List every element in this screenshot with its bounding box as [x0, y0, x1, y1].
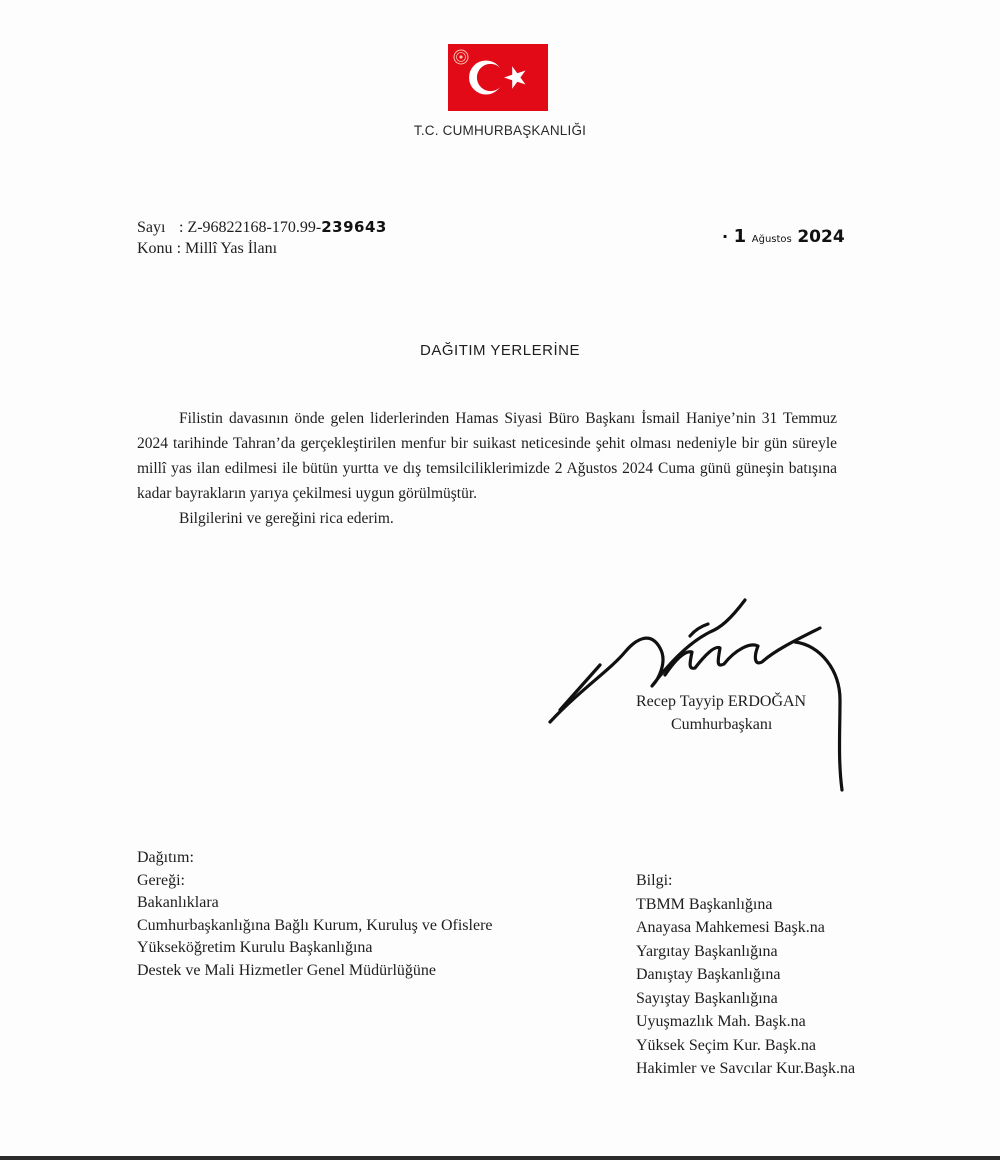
sayi-colon: :: [175, 219, 188, 236]
distribution-block: [137, 847, 493, 982]
bilgi-item: Yargıtay Başkanlığına: [636, 942, 778, 960]
bilgi-item: Anayasa Mahkemesi Başk.na: [636, 919, 825, 936]
konu-colon: :: [176, 240, 186, 257]
date-day: 1: [733, 226, 747, 247]
reference-number-line: [137, 216, 387, 239]
date-stamp: [722, 226, 845, 247]
konu-value: Millî Yas İlanı: [185, 240, 278, 257]
sayi-prefix: Z-96822168-170.99-: [187, 219, 322, 236]
page-bottom-edge: [0, 1156, 1000, 1160]
bilgi-item: Sayıştay Başkanlığına: [636, 989, 778, 1007]
signatory-title: Cumhurbaşkanı: [671, 716, 773, 733]
date-dash: ·: [722, 227, 729, 246]
closing-line: Bilgilerini ve gereğini rica ederim.: [179, 510, 394, 527]
sayi-label: Sayı: [137, 219, 166, 236]
distribution-label: Dağıtım:: [137, 849, 194, 866]
geregi-item: Destek ve Mali Hizmetler Genel Müdürlüğüne: [137, 961, 437, 979]
body-paragraph: Filistin davasının önde gelen liderlerinden Hamas Siyasi Büro Başkanı İsmail Haniye’nin 31 Temmuz 2024 tarihinde Tahran’da gerçekleştirilen menfur bir suikast neticesinde şehit olması nedeniyle bir gün süreyle millî yas ilan edilmesi ile bütün yurtta ve dış temsilciliklerimizde 2 Ağustos 2024 Cuma günü güneşin batışına kadar bayrakların yarıya çekilmesi uygun görülmüştür.: [137, 410, 837, 502]
turkish-flag-icon: [448, 44, 548, 111]
bilgi-item: TBMM Başkanlığına: [636, 895, 773, 913]
subject-line: [137, 238, 277, 260]
addressee-heading: DAĞITIM YERLERİNE: [420, 342, 580, 359]
date-month: Ağustos: [751, 234, 792, 245]
institution-title: T.C. CUMHURBAŞKANLIĞI: [413, 123, 587, 138]
bilgi-item: Danıştay Başkanlığına: [636, 966, 781, 983]
geregi-item: Yükseköğretim Kurulu Başkanlığına: [137, 939, 373, 956]
geregi-label: Gereği:: [137, 871, 185, 889]
date-year: 2024: [797, 227, 845, 247]
letter-body: [137, 406, 837, 531]
bilgi-item: Hakimler ve Savcılar Kur.Başk.na: [636, 1060, 856, 1077]
bilgi-item: Yüksek Seçim Kur. Başk.na: [636, 1036, 816, 1054]
bilgi-block: [636, 869, 855, 1081]
signatory-block: [636, 690, 866, 736]
geregi-item: Cumhurbaşkanlığına Bağlı Kurum, Kuruluş ve Ofislere: [137, 916, 493, 934]
signatory-name: Recep Tayyip ERDOĞAN: [636, 693, 807, 710]
sayi-handwritten-number: 239643: [321, 218, 387, 236]
bilgi-label: Bilgi:: [636, 872, 673, 889]
geregi-item: Bakanlıklara: [137, 894, 219, 911]
bilgi-item: Uyuşmazlık Mah. Başk.na: [636, 1013, 806, 1030]
konu-label: Konu: [137, 240, 173, 257]
